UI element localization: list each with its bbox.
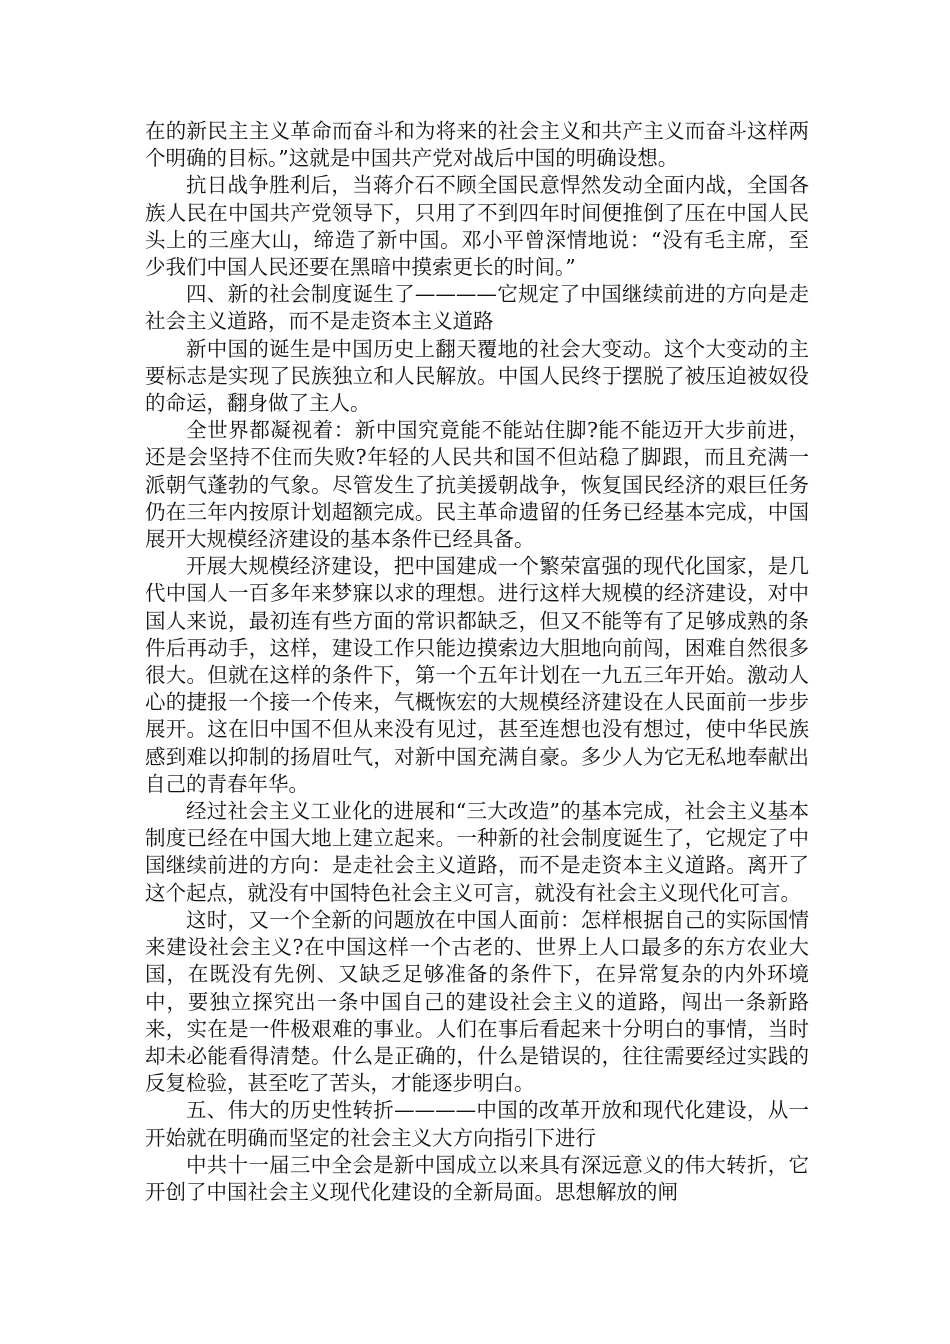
paragraph-socialist-system: 经过社会主义工业化的进展和“三大改造”的基本完成，社会主义基本制度已经在中国大地上建立起来。一种新的社会制度诞生了，它规定了中国继续前进的方向：是走社会主义道路，而不是走资本主义道路。离开了这个起点，就没有中国特色社会主义可言，就没有社会主义现代化可言。	[145, 799, 809, 905]
document-page	[145, 118, 809, 1206]
paragraph-economic-construction: 开展大规模经济建设，把中国建成一个繁荣富强的现代化国家，是几代中国人一百多年来梦寐以求的理想。进行这样大规模的经济建设，对中国人来说，最初连有些方面的常识都缺乏，但又不能等有了足够成熟的条件后再动手，这样，建设工作只能边摸索边大胆地向前闯，困难自然很多很大。但就在这样的条件下，第一个五年计划在一九五三年开始。激动人心的捷报一个接一个传来，气概恢宏的大规模经济建设在人民面前一步步展开。这在旧中国不但从来没有见过，甚至连想也没有想过，使中华民族感到难以抑制的扬眉吐气，对新中国充满自豪。多少人为它无私地奉献出自己的青春年华。	[145, 554, 809, 796]
section-heading-4: 四、新的社会制度诞生了————它规定了中国继续前进的方向是走社会主义道路，而不是走资本主义道路	[145, 282, 809, 334]
paragraph-civil-war-victory: 抗日战争胜利后，当蒋介石不顾全国民意悍然发动全面内战，全国各族人民在中国共产党领导下，只用了不到四年时间便推倒了压在中国人民头上的三座大山，缔造了新中国。邓小平曾深情地说：“没有毛主席，至少我们中国人民还要在黑暗中摸索更长的时间。”	[145, 173, 809, 280]
paragraph-new-question: 这时，又一个全新的问题放在中国人面前：怎样根据自己的实际国情来建设社会主义?在中国这样一个古老的、世界上人口最多的东方农业大国，在既没有先例、又缺乏足够准备的条件下，在异常复杂的内外环境中，要独立探究出一条中国自己的建设社会主义的道路，闯出一条新路来，实在是一件极艰难的事业。人们在事后看起来十分明白的事情，当时却未必能看得清楚。什么是正确的，什么是错误的，往往需要经过实践的反复检验，甚至吃了苦头，才能逐步明白。	[145, 907, 809, 1096]
section-heading-5: 五、伟大的历史性转折————中国的改革开放和现代化建设，从一开始就在明确而坚定的社会主义大方向指引下进行	[145, 1098, 809, 1150]
paragraph-new-china-birth: 新中国的诞生是中国历史上翻天覆地的社会大变动。这个大变动的主要标志是实现了民族独立和人民解放。中国人民终于摆脱了被压迫被奴役的命运，翻身做了主人。	[145, 336, 809, 416]
paragraph-continuation: 在的新民主主义革命而奋斗和为将来的社会主义和共产主义而奋斗这样两个明确的目标。”这就是中国共产党对战后中国的明确设想。	[145, 119, 809, 171]
paragraph-third-plenum: 中共十一届三中全会是新中国成立以来具有深远意义的伟大转折，它开创了中国社会主义现代化建设的全新局面。思想解放的闸	[145, 1152, 809, 1204]
paragraph-world-watching: 全世界都凝视着：新中国究竟能不能站住脚?能不能迈开大步前进，还是会坚持不住而失败?年轻的人民共和国不但站稳了脚跟，而且充满一派朝气蓬勃的气象。尽管发生了抗美援朝战争，恢复国民经济的艰巨任务仍在三年内按原计划超额完成。民主革命遗留的任务已经基本完成，中国展开大规模经济建设的基本条件已经具备。	[145, 418, 809, 552]
